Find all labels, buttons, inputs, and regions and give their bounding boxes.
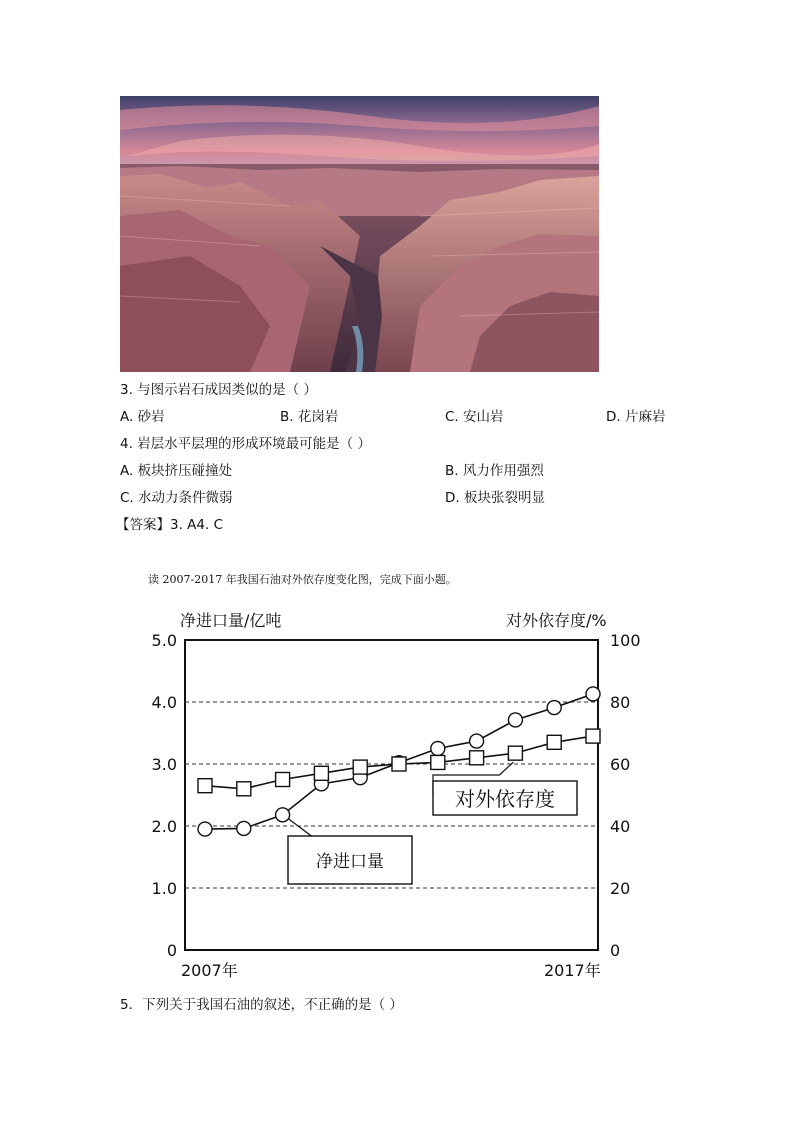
data-point-circle: [431, 742, 445, 756]
question-3-stem: 3. 与图示岩石成因类似的是（ ）: [120, 382, 317, 398]
answer-label: 【答案】: [116, 517, 170, 533]
question-3-option-c: C. 安山岩: [445, 409, 504, 425]
y-axis-right-label: 对外依存度/%: [506, 611, 607, 630]
data-point-square: [198, 779, 212, 793]
data-point-circle: [237, 821, 251, 835]
data-point-square: [508, 746, 522, 760]
y-tick-right-label: 60: [610, 755, 631, 774]
canyon-illustration: [120, 96, 599, 372]
question-5-stem: 5．下列关于我国石油的叙述，不正确的是（ ）: [120, 997, 403, 1013]
data-point-circle: [276, 808, 290, 822]
data-point-square: [276, 773, 290, 787]
data-point-circle: [586, 687, 600, 701]
y-tick-left-label: 4.0: [151, 693, 177, 712]
question-3-option-d: D. 片麻岩: [606, 409, 666, 425]
data-point-square: [586, 729, 600, 743]
data-point-square: [392, 757, 406, 771]
y-tick-right-label: 80: [610, 693, 631, 712]
x-axis-start-label: 2007年: [181, 961, 238, 980]
answer-text: 3. A4. C: [170, 517, 224, 533]
y-tick-right-label: 20: [610, 879, 631, 898]
callout-import-label: 净进口量: [316, 852, 384, 872]
y-tick-right-label: 100: [610, 631, 641, 650]
callout-dependence-label: 对外依存度: [455, 787, 555, 811]
question-4-option-c: C. 水动力条件微弱: [120, 490, 233, 506]
data-point-circle: [547, 701, 561, 715]
canyon-photo: [120, 96, 599, 372]
y-tick-left-label: 1.0: [151, 879, 177, 898]
question-4-option-a: A. 板块挤压碰撞处: [120, 463, 233, 479]
y-tick-left-label: 0: [166, 941, 177, 960]
question-3-option-a: A. 砂岩: [120, 409, 165, 425]
chart-svg: [140, 600, 660, 990]
question-3-option-b: B. 花岗岩: [280, 409, 339, 425]
data-point-square: [314, 766, 328, 780]
data-point-square: [431, 755, 445, 769]
data-point-circle: [508, 713, 522, 727]
data-point-square: [353, 760, 367, 774]
y-tick-right-label: 0: [610, 941, 621, 960]
chart-intro: 读 2007-2017 年我国石油对外依存度变化图，完成下面小题。: [148, 573, 457, 586]
question-4-option-b: B. 风力作用强烈: [445, 463, 544, 479]
x-axis-end-label: 2017年: [544, 961, 601, 980]
y-axis-left-label: 净进口量/亿吨: [180, 611, 282, 630]
oil-dependence-chart: [140, 600, 660, 990]
y-tick-left-label: 2.0: [151, 817, 177, 836]
data-point-square: [237, 782, 251, 796]
callout-import-leader: [289, 819, 348, 837]
data-point-circle: [470, 734, 484, 748]
data-point-square: [547, 735, 561, 749]
data-point-square: [470, 751, 484, 765]
y-tick-left-label: 5.0: [151, 631, 177, 650]
question-4-stem: 4. 岩层水平层理的形成环境最可能是（ ）: [120, 436, 371, 452]
y-tick-right-label: 40: [610, 817, 631, 836]
y-tick-left-label: 3.0: [151, 755, 177, 774]
question-4-option-d: D. 板块张裂明显: [445, 490, 545, 506]
answer-line: [116, 516, 223, 534]
data-point-circle: [198, 822, 212, 836]
